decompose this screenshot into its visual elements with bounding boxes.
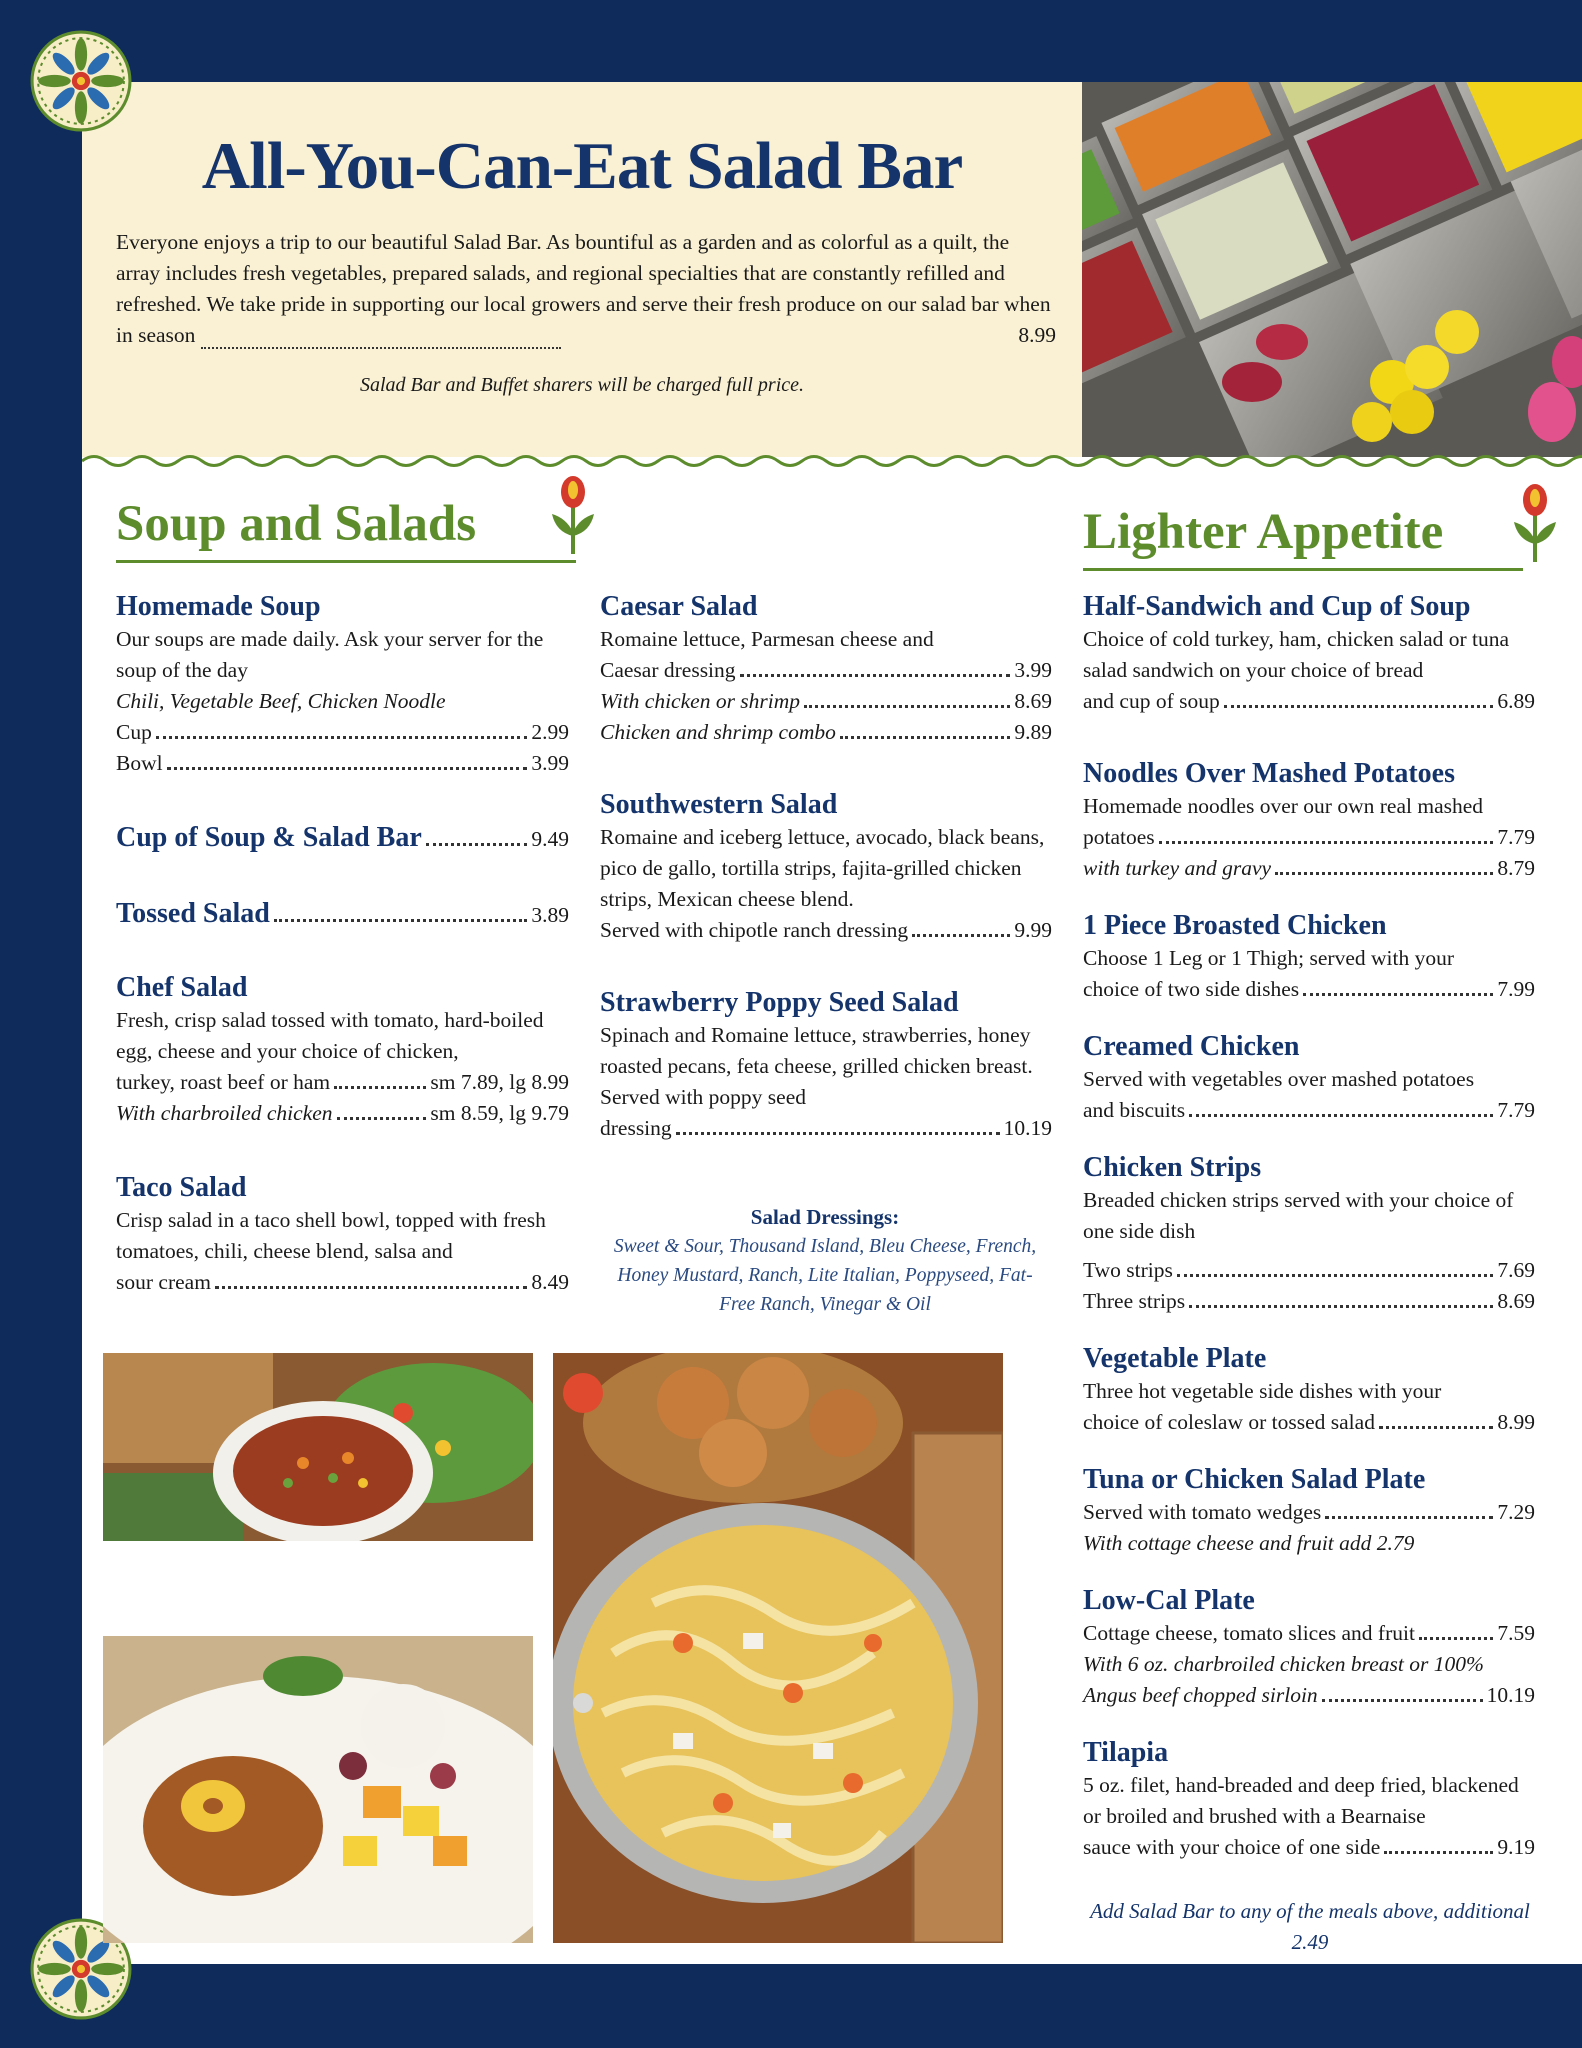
lighter-appetite-column (1083, 590, 1535, 1888)
menu-item-tilapia: Tilapia 5 oz. filet, hand-breaded and deep fried, blackened or broiled and brushed with a Bearnaise sauce with your choice of one side 9.19 (1083, 1737, 1535, 1859)
salad-dressings (600, 1202, 1050, 1319)
folk-flower-emblem-icon (30, 30, 132, 132)
salad-dressings-title: Salad Dressings: (750, 1205, 900, 1229)
soup-salads-column-2 (600, 590, 1052, 1169)
lighter-appetite-title: Lighter Appetite (1083, 504, 1444, 560)
menu-item-caesar-salad: Caesar Salad Romaine lettuce, Parmesan cheese and Caesar dressing 3.99 With chicken or shrimp 8.69 Chicken and shrimp combo 9.89 (600, 591, 1052, 744)
menu-item-half-sandwich: Half-Sandwich and Cup of Soup Choice of cold turkey, ham, chicken salad or tuna salad sandwich on your choice of bread and cup of soup 6.89 (1083, 591, 1535, 713)
menu-item-broasted-chicken: 1 Piece Broasted Chicken Choose 1 Leg or 1 Thigh; served with your choice of two side dishes 7.99 (1083, 910, 1535, 1001)
menu-item-cup-soup-salad-bar: Cup of Soup & Salad Bar 9.49 (116, 822, 569, 853)
salad-bar-note: Salad Bar and Buffet sharers will be charged full price. (359, 374, 805, 396)
menu-item-noodles: Noodles Over Mashed Potatoes Homemade noodles over our own real mashed potatoes 7.79 with turkey and gravy 8.79 (1083, 758, 1535, 880)
menu-item-chicken-strips: Chicken Strips Breaded chicken strips served with your choice of one side dish Two strips 7.69 Three strips 8.69 (1083, 1152, 1535, 1313)
soup-salads-title: Soup and Salads (116, 496, 477, 552)
salad-bar-addon-note: Add Salad Bar to any of the meals above, additional 2.49 (1090, 1899, 1530, 1954)
chicken-plate-photo (103, 1636, 533, 1943)
salad-bar-title: All-You-Can-Eat Salad Bar (201, 129, 963, 203)
menu-item-tuna-plate: Tuna or Chicken Salad Plate Served with tomato wedges 7.29 With cottage cheese and fruit add 2.79 (1083, 1464, 1535, 1555)
menu-item-chef-salad: Chef Salad Fresh, crisp salad tossed with tomato, hard-boiled egg, cheese and your choice of chicken, turkey, roast beef or ham sm 7.89, lg 8.99 With charbroiled chicken sm 8.59, lg 9.79 (116, 972, 569, 1125)
menu-item-vegetable-plate: Vegetable Plate Three hot vegetable side dishes with your choice of coleslaw or tossed salad 8.99 (1083, 1343, 1535, 1434)
salad-bar-description: Everyone enjoys a trip to our beautiful Salad Bar. As bountiful as a garden and as colorful as a quilt, the array includes fresh vegetables, prepared salads, and regional specialties that are constantly refilled and refreshed. We take pride in supporting our local growers and serve their fresh produce on our salad bar when in season 8.99 (116, 227, 1056, 351)
menu-item-southwestern-salad: Southwestern Salad Romaine and iceberg lettuce, avocado, black beans, pico de gallo, tortilla strips, fajita-grilled chicken strips, Mexican cheese blend. Served with chipotle ranch dressing 9.99 (600, 789, 1052, 942)
vine-divider (82, 450, 1582, 472)
salad-bar-price: 8.99 (1018, 323, 1056, 347)
salad-dressings-list: Sweet & Sour, Thousand Island, Bleu Cheese, French, Honey Mustard, Ranch, Lite Italian, Poppyseed, Fat-Free Ranch, Vinegar & Oil (613, 1236, 1037, 1315)
menu-item-taco-salad: Taco Salad Crisp salad in a taco shell bowl, topped with fresh tomatoes, chili, cheese blend, salsa and sour cream 8.49 (116, 1172, 569, 1294)
tulip-icon (1510, 482, 1560, 566)
soup-salads-column-1 (116, 590, 569, 1323)
tulip-icon (548, 474, 598, 558)
salad-bar-photo (1082, 82, 1582, 457)
soup-salad-photo (103, 1353, 533, 1541)
noodles-photo (553, 1353, 1003, 1943)
menu-item-homemade-soup: Homemade Soup Our soups are made daily. Ask your server for the soup of the day Chili, Vegetable Beef, Chicken Noodle Cup 2.99 Bowl 3.99 (116, 591, 569, 775)
menu-item-creamed-chicken: Creamed Chicken Served with vegetables over mashed potatoes and biscuits 7.79 (1083, 1031, 1535, 1122)
menu-item-lowcal-plate: Low-Cal Plate Cottage cheese, tomato slices and fruit 7.59 With 6 oz. charbroiled chicken breast or 100% Angus beef chopped sirloin 10.19 (1083, 1585, 1535, 1707)
section-rule (116, 560, 576, 563)
menu-item-tossed-salad: Tossed Salad 3.89 (116, 898, 569, 929)
section-rule (1083, 568, 1523, 571)
menu-item-strawberry-salad: Strawberry Poppy Seed Salad Spinach and Romaine lettuce, strawberries, honey roasted pecans, feta cheese, grilled chicken breast. Served with poppy seed dressing 10.19 (600, 987, 1052, 1140)
